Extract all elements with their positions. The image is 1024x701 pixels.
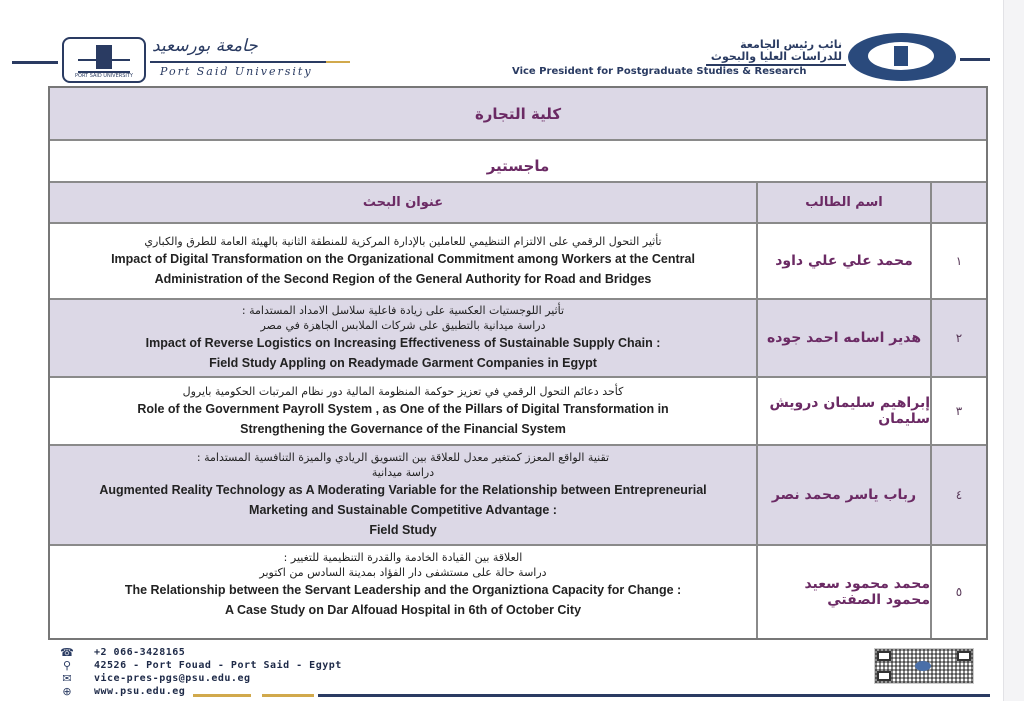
thesis-title-ar: تقنية الواقع المعزز كمتغير معدل للعلاقة بين التسويق الريادي والميزة التنافسية المستدامة : bbox=[196, 451, 610, 464]
table-row bbox=[50, 444, 986, 544]
vp-title-ar bbox=[690, 39, 842, 63]
vp-title-ar-line2: للدراسات العليا والبحوث bbox=[710, 50, 842, 63]
thesis-title-en: Impact of Digital Transformation on the Organizational Commitment among Workers at the Central bbox=[111, 251, 695, 266]
student-name: رباب ياسر محمد نصر bbox=[758, 446, 932, 544]
faculty-title: كلية التجارة bbox=[474, 104, 562, 123]
thesis-title-en: Strengthening the Governance of the Financial System bbox=[240, 421, 566, 436]
table-row bbox=[50, 298, 986, 376]
footer-rule-gold bbox=[193, 694, 251, 697]
university-logo-icon bbox=[62, 37, 146, 83]
globe-icon: ⊕ bbox=[62, 685, 72, 698]
footer-phone bbox=[56, 646, 536, 659]
thesis-title-en: Augmented Reality Technology as A Moderating Variable for the Relationship between Entrepreneurial bbox=[99, 483, 707, 497]
table-row bbox=[50, 376, 986, 444]
university-name-ar: جامعة بورسعيد bbox=[152, 36, 258, 56]
table-row bbox=[50, 544, 986, 638]
column-header-student: اسم الطالب bbox=[758, 183, 932, 222]
student-name: محمد محمود سعيد محمود الصفتي bbox=[758, 546, 932, 638]
degree-row bbox=[50, 139, 986, 181]
vp-title-en: Vice President for Postgraduate Studies & Research bbox=[512, 66, 807, 77]
email-link[interactable]: vice-pres-pgs@psu.edu.eg bbox=[94, 673, 251, 684]
vp-seal-icon bbox=[848, 33, 956, 81]
thesis-title-en: Field Study bbox=[369, 523, 437, 537]
phone-number: +2 066-3428165 bbox=[94, 647, 186, 658]
student-name: محمد علي علي داود bbox=[758, 224, 932, 298]
footer-rule-navy bbox=[318, 694, 990, 697]
thesis-title-en: Role of the Government Payroll System , as One of the Pillars of Digital Transformation in bbox=[137, 401, 669, 416]
header-rule-right bbox=[960, 58, 990, 61]
thesis-title-ar: دراسة ميدانية bbox=[371, 466, 435, 479]
logo-caption: PORT SAID UNIVERSITY bbox=[75, 73, 133, 79]
column-header-row bbox=[50, 181, 986, 222]
footer-rule-gold bbox=[262, 694, 314, 697]
university-name-en: Port Said University bbox=[160, 65, 313, 78]
thesis-title-en: Administration of the Second Region of the General Authority for Road and Bridges bbox=[154, 271, 652, 286]
header-divider bbox=[150, 61, 326, 63]
thesis-title-ar: العلاقة بين القيادة الخادمة والقدرة التنظيمية للتغيير : bbox=[283, 551, 523, 564]
thesis-title bbox=[50, 300, 758, 376]
thesis-title-en: A Case Study on Dar Alfouad Hospital in 6th of October City bbox=[224, 603, 582, 617]
thesis-title-en: Impact of Reverse Logistics on Increasing Effectiveness of Sustainable Supply Chain : bbox=[145, 336, 661, 350]
thesis-title-ar: تأثير اللوجستيات العكسية على زيادة فاعلية سلاسل الامداد المستدامة : bbox=[241, 304, 565, 317]
thesis-title bbox=[50, 224, 758, 298]
vp-title-ar-line1: نائب رئيس الجامعة bbox=[740, 38, 842, 51]
website-link[interactable]: www.psu.edu.eg bbox=[94, 686, 186, 697]
header-rule-left bbox=[12, 61, 58, 64]
row-number: ٢ bbox=[955, 331, 963, 345]
row-number: ٤ bbox=[955, 488, 963, 502]
thesis-title bbox=[50, 446, 758, 544]
student-name: إبراهيم سليمان درويش سليمان bbox=[758, 378, 932, 444]
column-header-number bbox=[932, 183, 986, 222]
faculty-row bbox=[50, 88, 986, 139]
thesis-title-ar: دراسة ميدانية بالتطبيق على شركات الملابس الجاهزة في مصر bbox=[260, 319, 546, 332]
table-row bbox=[50, 222, 986, 298]
row-number: ١ bbox=[955, 254, 963, 268]
footer-contacts bbox=[56, 646, 536, 698]
qr-code-icon bbox=[874, 648, 974, 684]
mail-icon: ✉ bbox=[62, 672, 72, 685]
thesis-title-ar: دراسة حالة على مستشفى دار الفؤاد بمدينة السادس من اكتوبر bbox=[259, 566, 547, 579]
student-name: هدير اسامه احمد جوده bbox=[758, 300, 932, 376]
row-number: ٣ bbox=[955, 404, 963, 418]
thesis-title bbox=[50, 378, 758, 444]
phone-icon: ☎ bbox=[60, 646, 74, 659]
theses-table bbox=[48, 86, 988, 640]
page-edge bbox=[1003, 0, 1024, 701]
thesis-title-ar: كأحد دعائم التحول الرقمي في تعزيز حوكمة المنظومة المالية دور نظام المرتبات الحكومية بايرول bbox=[182, 384, 624, 398]
header-divider-gold bbox=[326, 61, 350, 63]
footer-address bbox=[56, 659, 536, 672]
address-text: 42526 - Port Fouad - Port Said - Egypt bbox=[94, 660, 342, 671]
row-number: ٥ bbox=[955, 585, 963, 599]
thesis-title-ar: تأثير التحول الرقمي على الالتزام التنظيمي للعاملين بالإدارة المركزية للمنطقة الثانية بالهيئة العامة للطرق والكباري bbox=[144, 234, 662, 248]
thesis-title-en: Marketing and Sustainable Competitive Advantage : bbox=[249, 503, 557, 517]
letterhead bbox=[0, 30, 1024, 85]
thesis-title bbox=[50, 546, 758, 638]
thesis-title-en: Field Study Appling on Readymade Garment Companies in Egypt bbox=[209, 356, 597, 370]
footer-email bbox=[56, 672, 536, 685]
thesis-title-en: The Relationship between the Servant Leadership and the Organiztiona Capacity for Change : bbox=[124, 583, 682, 597]
location-icon: ⚲ bbox=[62, 659, 72, 672]
column-header-title: عنوان البحث bbox=[50, 183, 758, 222]
degree-title: ماجستير bbox=[486, 157, 550, 175]
